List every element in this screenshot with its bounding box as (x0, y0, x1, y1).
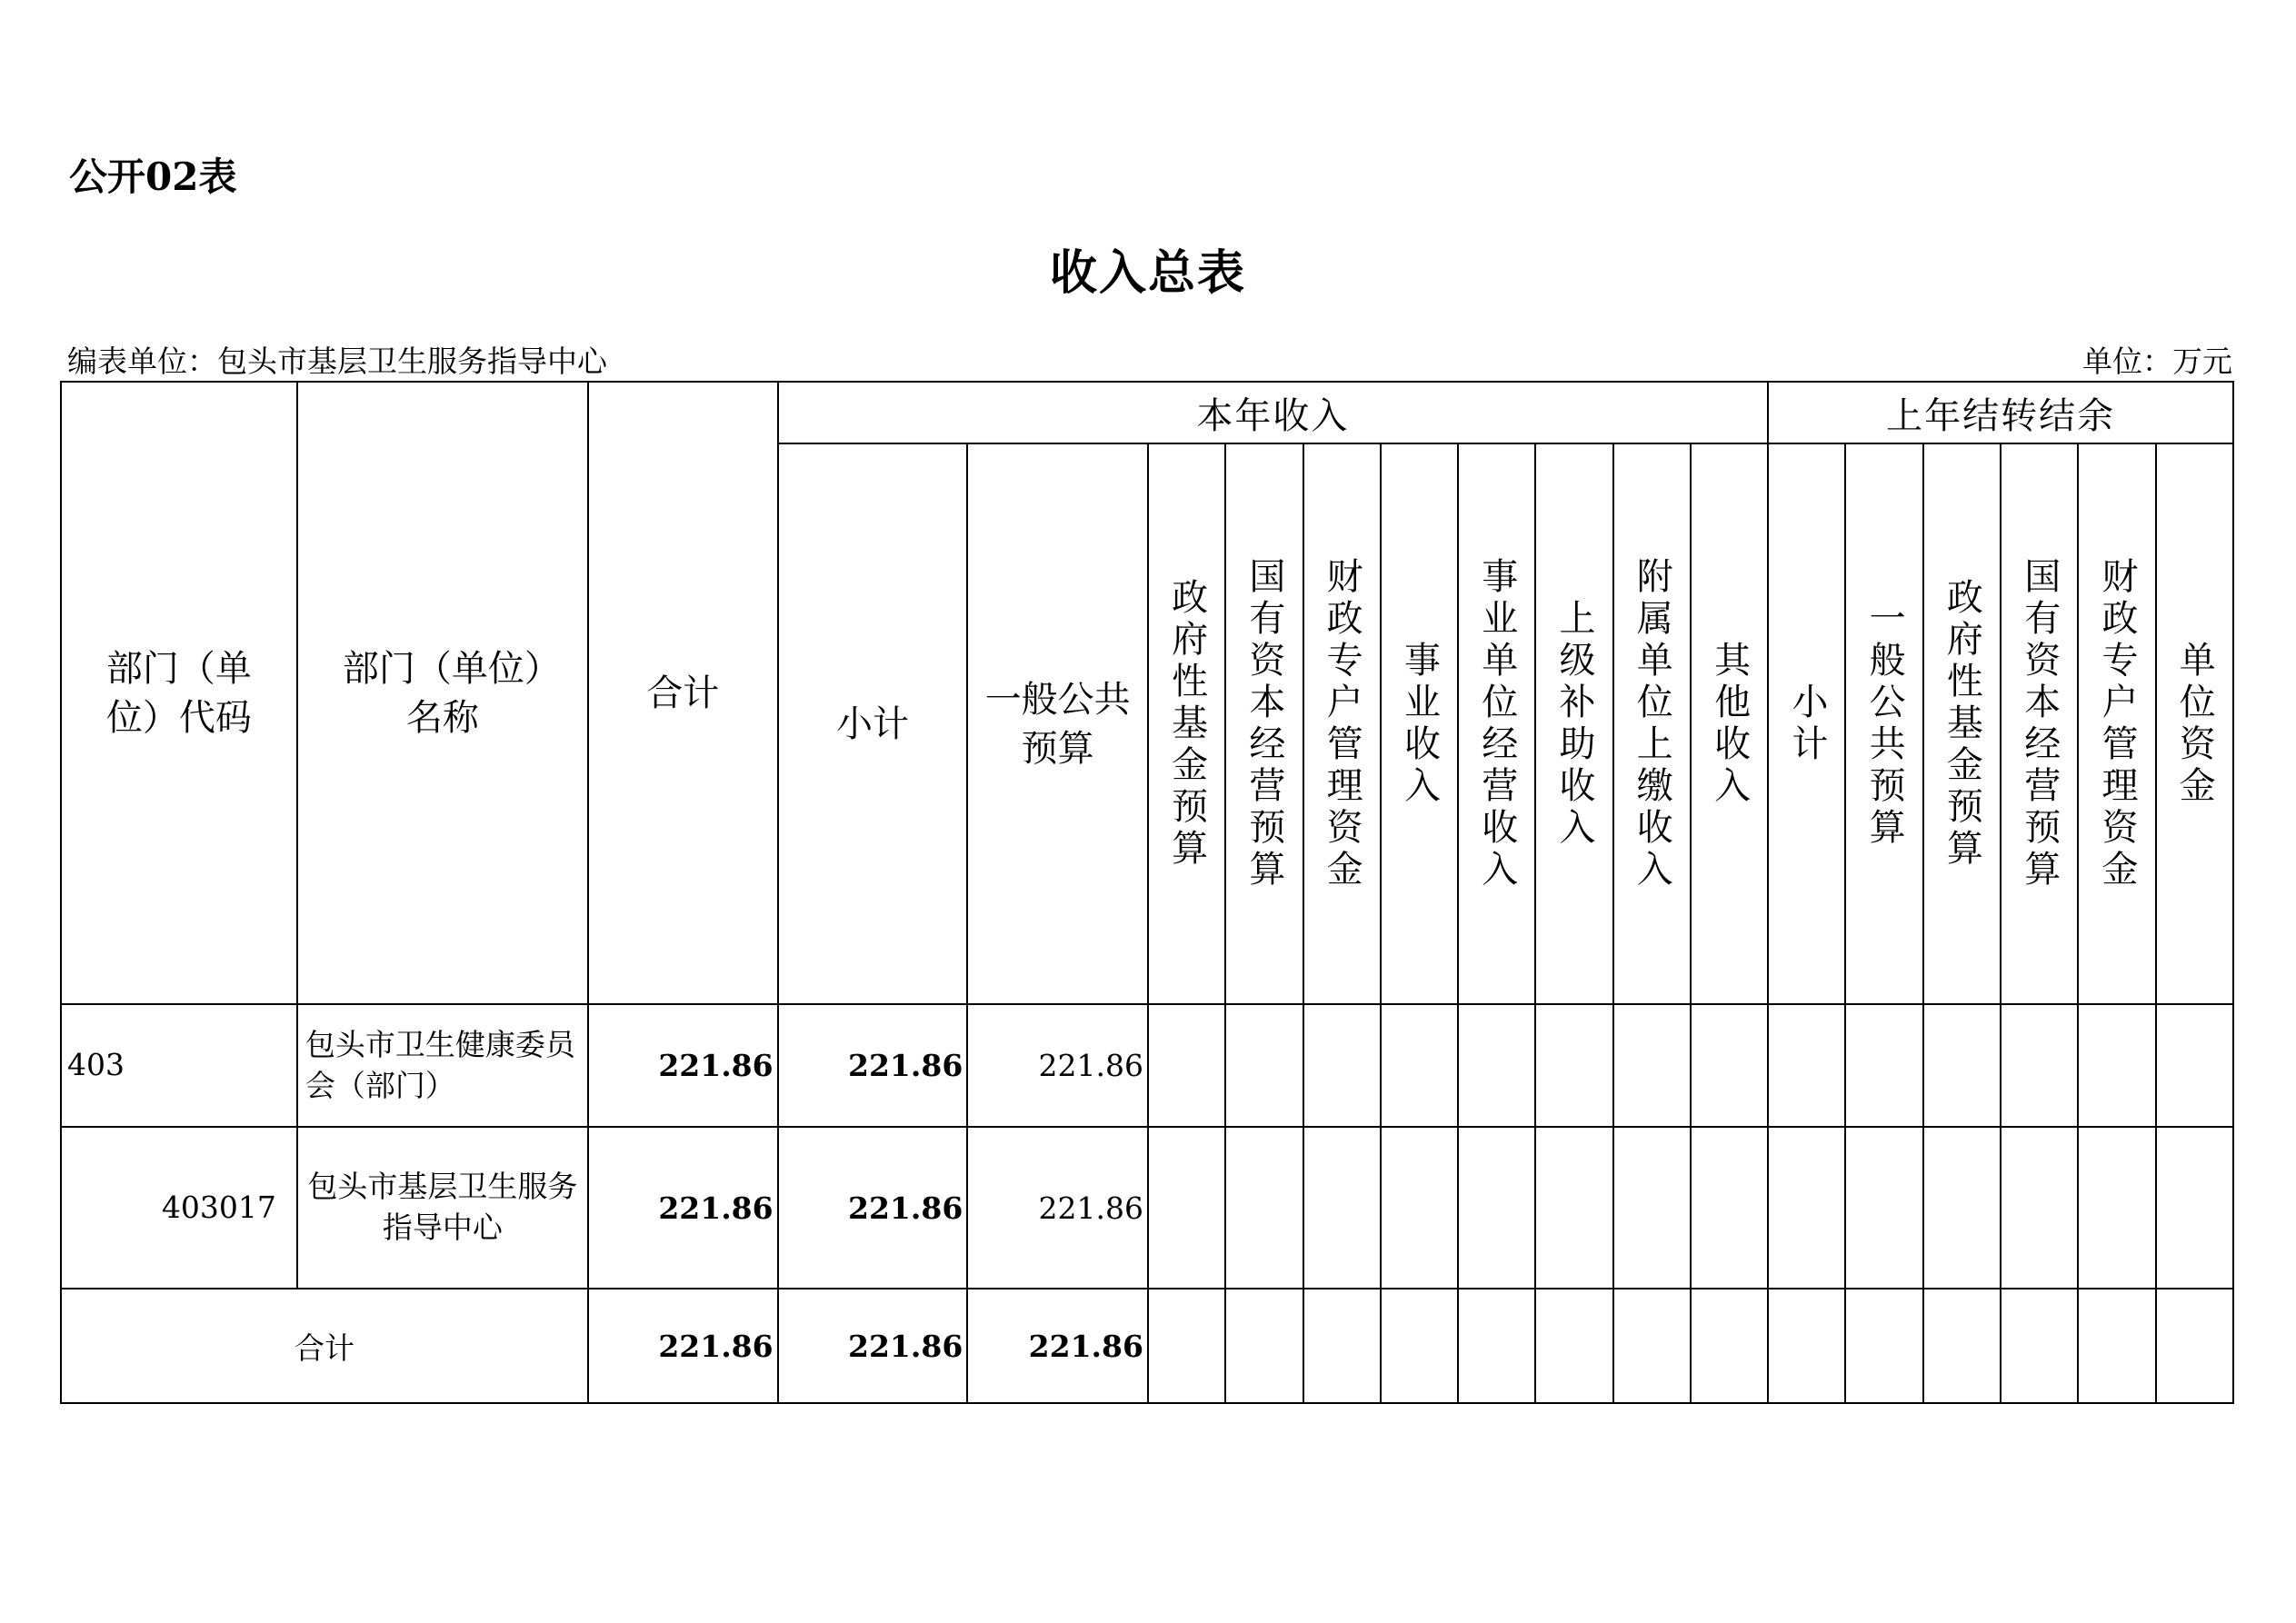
empty-cell (1923, 1004, 2001, 1127)
dept-code-cell: 403017 (61, 1127, 297, 1289)
empty-cell (2156, 1127, 2233, 1289)
currency-unit: 单位：万元 (2082, 344, 2232, 379)
total-row-label: 合计 (61, 1289, 588, 1403)
header-carryover-gov-fund: 政府性基金预算 (1923, 443, 2001, 1004)
empty-cell (2078, 1127, 2155, 1289)
general-budget-cell: 221.86 (967, 1289, 1148, 1403)
empty-cell (1691, 1127, 1768, 1289)
empty-cell (1923, 1289, 2001, 1403)
table-row (61, 1004, 2233, 1127)
header-dept-code: 部门（单位）代码 (61, 382, 297, 1004)
empty-cell (1303, 1289, 1381, 1403)
header-current-operating-income: 事业单位经营收入 (1458, 443, 1535, 1004)
header-total: 合计 (588, 382, 778, 1004)
empty-cell (1768, 1004, 1845, 1127)
empty-cell (1535, 1004, 1612, 1127)
dept-name-cell: 包头市卫生健康委员会（部门） (297, 1004, 588, 1127)
form-code: 公开02表 (69, 154, 237, 199)
empty-cell (1691, 1004, 1768, 1127)
empty-cell (2001, 1289, 2078, 1403)
compiling-unit: 编表单位：包头市基层卫生服务指导中心 (67, 344, 607, 379)
header-carryover-subtotal: 小计 (1768, 443, 1845, 1004)
dept-name-cell: 包头市基层卫生服务指导中心 (297, 1127, 588, 1289)
header-carryover-general-budget: 一般公共预算 (1845, 443, 1922, 1004)
total-cell: 221.86 (588, 1289, 778, 1403)
header-current-other-income: 其他收入 (1691, 443, 1768, 1004)
income-summary-table (60, 381, 2234, 1404)
empty-cell (1845, 1289, 1922, 1403)
empty-cell (1225, 1127, 1303, 1289)
empty-cell (1148, 1004, 1225, 1127)
empty-cell (1613, 1289, 1691, 1403)
empty-cell (2078, 1004, 2155, 1127)
total-cell: 221.86 (588, 1004, 778, 1127)
header-current-special-account: 财政专户管理资金 (1303, 443, 1381, 1004)
empty-cell (1691, 1289, 1768, 1403)
total-row (61, 1289, 2233, 1403)
header-current-superior-subsidy: 上级补助收入 (1535, 443, 1612, 1004)
header-current-subtotal: 小计 (778, 443, 968, 1004)
empty-cell (2156, 1289, 2233, 1403)
empty-cell (1923, 1127, 2001, 1289)
subtotal-cell: 221.86 (778, 1004, 968, 1127)
header-carryover-unit-funds: 单位资金 (2156, 443, 2233, 1004)
empty-cell (1458, 1289, 1535, 1403)
empty-cell (1225, 1289, 1303, 1403)
empty-cell (1381, 1289, 1458, 1403)
empty-cell (2001, 1127, 2078, 1289)
empty-cell (1303, 1004, 1381, 1127)
empty-cell (2001, 1004, 2078, 1127)
empty-cell (1381, 1004, 1458, 1127)
dept-code-cell: 403 (61, 1004, 297, 1127)
empty-cell (1458, 1004, 1535, 1127)
empty-cell (2078, 1289, 2155, 1403)
header-carryover-state-capital: 国有资本经营预算 (2001, 443, 2078, 1004)
header-current-general-budget: 一般公共预算 (967, 443, 1148, 1004)
empty-cell (1225, 1004, 1303, 1127)
header-current-subordinate-remit: 附属单位上缴收入 (1613, 443, 1691, 1004)
header-dept-name: 部门（单位）名称 (297, 382, 588, 1004)
empty-cell (1768, 1289, 1845, 1403)
empty-cell (1768, 1127, 1845, 1289)
empty-cell (1148, 1127, 1225, 1289)
empty-cell (1845, 1127, 1922, 1289)
header-group-current-income: 本年收入 (778, 382, 1769, 443)
empty-cell (2156, 1004, 2233, 1127)
empty-cell (1535, 1127, 1612, 1289)
empty-cell (1613, 1004, 1691, 1127)
empty-cell (1303, 1127, 1381, 1289)
empty-cell (1613, 1127, 1691, 1289)
total-cell: 221.86 (588, 1127, 778, 1289)
subtotal-cell: 221.86 (778, 1127, 968, 1289)
general-budget-cell: 221.86 (967, 1004, 1148, 1127)
subtotal-cell: 221.86 (778, 1289, 968, 1403)
header-current-state-capital: 国有资本经营预算 (1225, 443, 1303, 1004)
table-row (61, 1127, 2233, 1289)
empty-cell (1148, 1289, 1225, 1403)
header-current-business-income: 事业收入 (1381, 443, 1458, 1004)
empty-cell (1535, 1289, 1612, 1403)
general-budget-cell: 221.86 (967, 1127, 1148, 1289)
empty-cell (1458, 1127, 1535, 1289)
header-group-carryover: 上年结转结余 (1768, 382, 2233, 443)
header-carryover-special-account: 财政专户管理资金 (2078, 443, 2155, 1004)
empty-cell (1845, 1004, 1922, 1127)
page-title: 收入总表 (1049, 245, 1246, 301)
header-current-gov-fund: 政府性基金预算 (1148, 443, 1225, 1004)
empty-cell (1381, 1127, 1458, 1289)
